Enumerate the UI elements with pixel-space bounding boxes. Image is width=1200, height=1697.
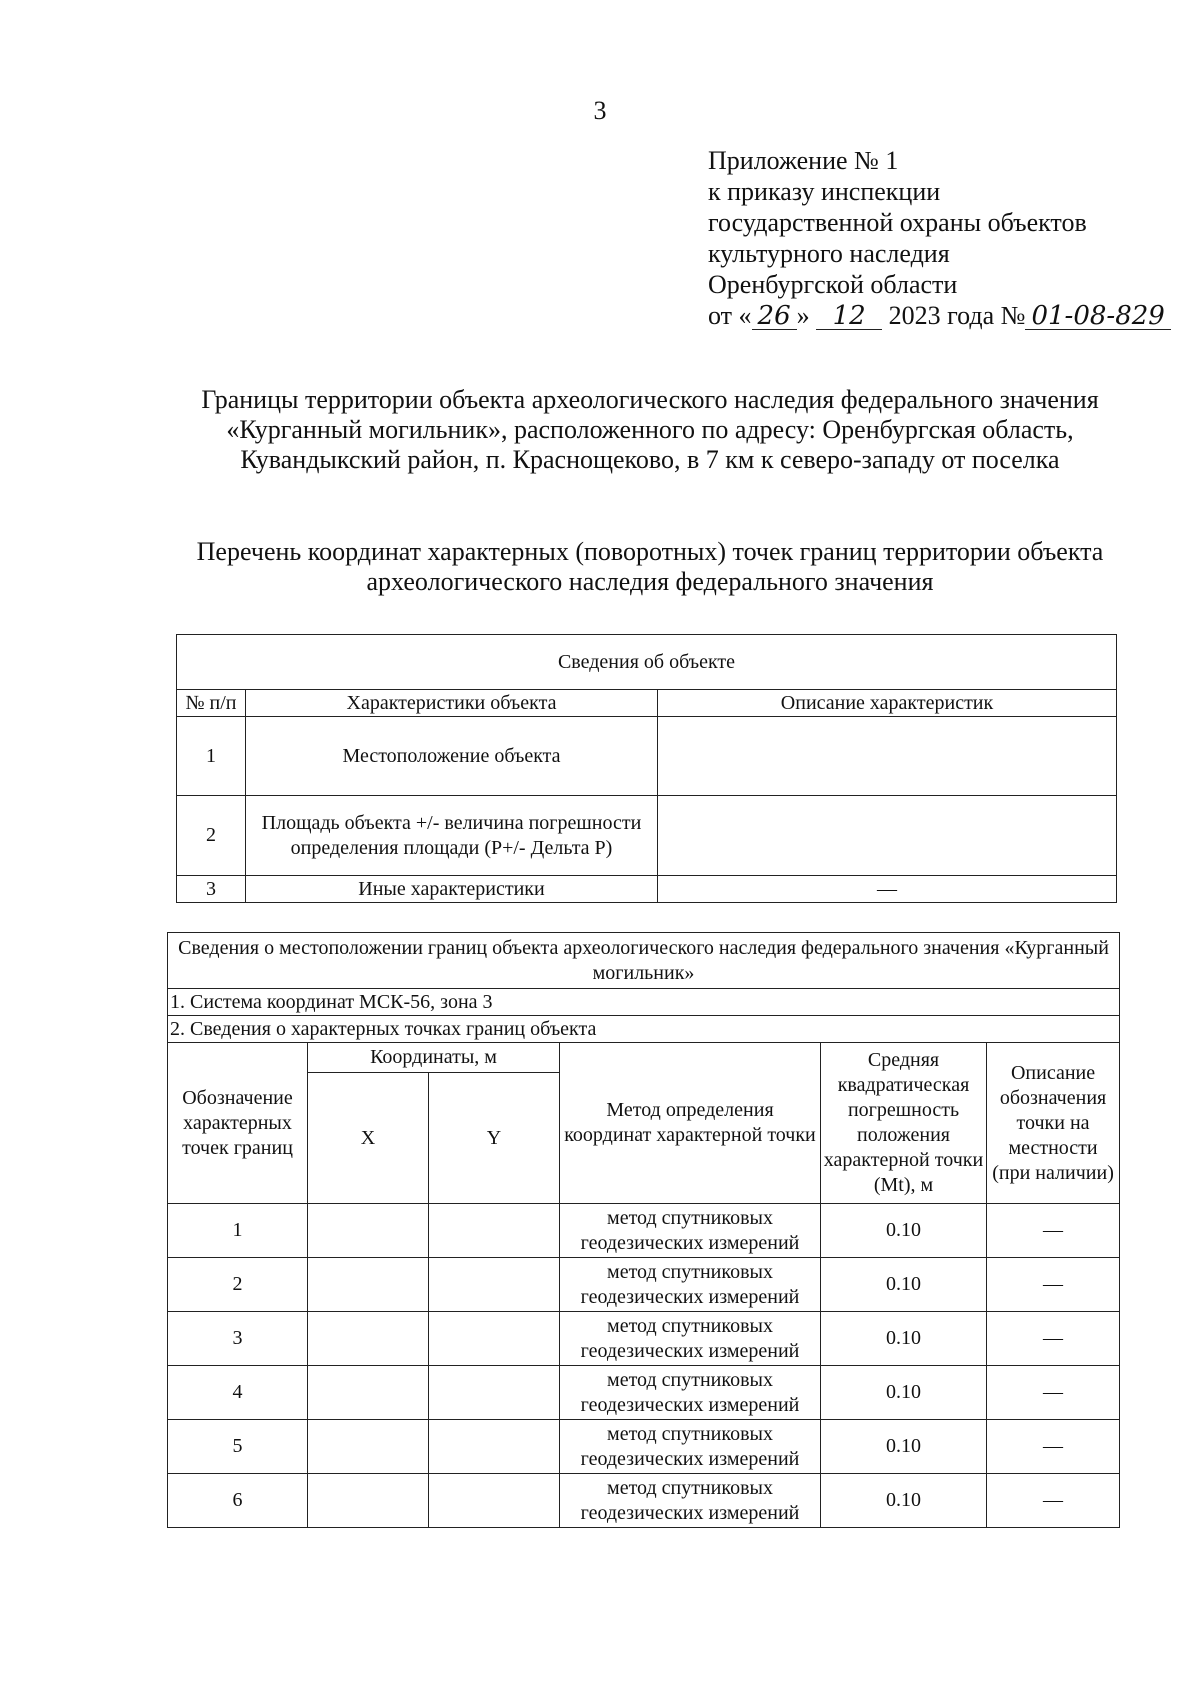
points-section-header: 2. Сведения о характерных точках границ объекта <box>168 1016 1120 1043</box>
method-cell: метод спутниковых геодезических измерений <box>560 1204 821 1258</box>
column-header: Обозначение характерных точек границ <box>168 1043 308 1204</box>
row-number: 1 <box>177 717 246 796</box>
table-row <box>168 1312 1120 1366</box>
method-cell: метод спутниковых геодезических измерений <box>560 1312 821 1366</box>
appendix-line: культурного наследия <box>708 239 950 268</box>
table-row <box>168 1420 1120 1474</box>
table-row <box>168 1204 1120 1258</box>
method-cell: метод спутниковых геодезических измерений <box>560 1258 821 1312</box>
point-description-cell: — <box>987 1204 1120 1258</box>
order-number-handwritten: 01-08-829 <box>1025 303 1170 330</box>
x-cell <box>308 1420 429 1474</box>
date-prefix: от « <box>708 301 752 330</box>
appendix-line: государственной охраны объектов <box>708 208 1087 237</box>
point-description-cell: — <box>987 1420 1120 1474</box>
point-number: 2 <box>168 1258 308 1312</box>
y-cell <box>429 1204 560 1258</box>
x-cell <box>308 1474 429 1528</box>
table-row <box>168 1258 1120 1312</box>
column-header: Средняя квадратическая погрешность положения характерной точки (Mt), м <box>821 1043 987 1204</box>
error-cell: 0.10 <box>821 1420 987 1474</box>
point-description-cell: — <box>987 1312 1120 1366</box>
method-cell: метод спутниковых геодезических измерений <box>560 1420 821 1474</box>
point-description-cell: — <box>987 1258 1120 1312</box>
y-cell <box>429 1366 560 1420</box>
document-title: Границы территории объекта археологического наследия федерального значения «Курганный могильник», расположенного по адресу: Оренбургская область, Кувандыкский район, п. Краснощеково, в 7 км к северо-западу от поселка <box>201 385 1099 474</box>
object-info-table <box>176 634 1117 903</box>
x-cell <box>308 1366 429 1420</box>
y-cell <box>429 1312 560 1366</box>
characteristic-cell: Иные характеристики <box>246 876 658 903</box>
error-cell: 0.10 <box>821 1258 987 1312</box>
column-header: Описание обозначения точки на местности (при наличии) <box>987 1043 1120 1204</box>
row-number: 3 <box>177 876 246 903</box>
point-description-cell: — <box>987 1366 1120 1420</box>
location-table-header: Сведения о местоположении границ объекта археологического наследия федерального значения «Курганный могильник» <box>168 933 1120 989</box>
characteristic-cell: Площадь объекта +/- величина погрешности определения площади (Р+/- Дельта Р) <box>246 796 658 876</box>
y-cell <box>429 1474 560 1528</box>
error-cell: 0.10 <box>821 1204 987 1258</box>
column-header: Координаты, м <box>308 1043 560 1073</box>
x-cell <box>308 1312 429 1366</box>
error-cell: 0.10 <box>821 1474 987 1528</box>
date-mid: » <box>796 301 810 330</box>
point-description-cell: — <box>987 1474 1120 1528</box>
point-number: 6 <box>168 1474 308 1528</box>
table-row <box>177 796 1117 876</box>
row-number: 2 <box>177 796 246 876</box>
table-row <box>168 1474 1120 1528</box>
column-header: Y <box>429 1073 560 1204</box>
date-year-text: 2023 года № <box>888 301 1026 330</box>
document-subtitle: Перечень координат характерных (поворотных) точек границ территории объекта археологического наследия федерального значения <box>196 537 1104 596</box>
x-cell <box>308 1204 429 1258</box>
date-day-handwritten: 26 <box>752 303 797 330</box>
table-row <box>177 876 1117 903</box>
table-row <box>168 1366 1120 1420</box>
column-header: № п/п <box>177 690 246 717</box>
point-number: 3 <box>168 1312 308 1366</box>
description-cell <box>658 717 1117 796</box>
appendix-line: Приложение № 1 <box>708 146 899 175</box>
point-number: 5 <box>168 1420 308 1474</box>
appendix-line: к приказу инспекции <box>708 177 941 206</box>
y-cell <box>429 1258 560 1312</box>
point-number: 1 <box>168 1204 308 1258</box>
appendix-block <box>708 145 1171 331</box>
appendix-line: Оренбургской области <box>708 270 958 299</box>
x-cell <box>308 1258 429 1312</box>
table-row <box>177 717 1117 796</box>
column-header: Метод определения координат характерной точки <box>560 1043 821 1204</box>
appendix-date-line <box>708 300 1171 331</box>
error-cell: 0.10 <box>821 1312 987 1366</box>
boundary-points-table <box>167 932 1120 1528</box>
description-cell: — <box>658 876 1117 903</box>
y-cell <box>429 1420 560 1474</box>
page-number: 3 <box>593 96 607 125</box>
method-cell: метод спутниковых геодезических измерений <box>560 1474 821 1528</box>
object-table-header: Сведения об объекте <box>177 635 1117 690</box>
date-month-handwritten: 12 <box>816 303 882 330</box>
error-cell: 0.10 <box>821 1366 987 1420</box>
characteristic-cell: Местоположение объекта <box>246 717 658 796</box>
column-header: Характеристики объекта <box>246 690 658 717</box>
point-number: 4 <box>168 1366 308 1420</box>
coordinate-system: 1. Система координат МСК-56, зона 3 <box>168 989 1120 1016</box>
column-header: X <box>308 1073 429 1204</box>
column-header: Описание характеристик <box>658 690 1117 717</box>
method-cell: метод спутниковых геодезических измерений <box>560 1366 821 1420</box>
description-cell <box>658 796 1117 876</box>
